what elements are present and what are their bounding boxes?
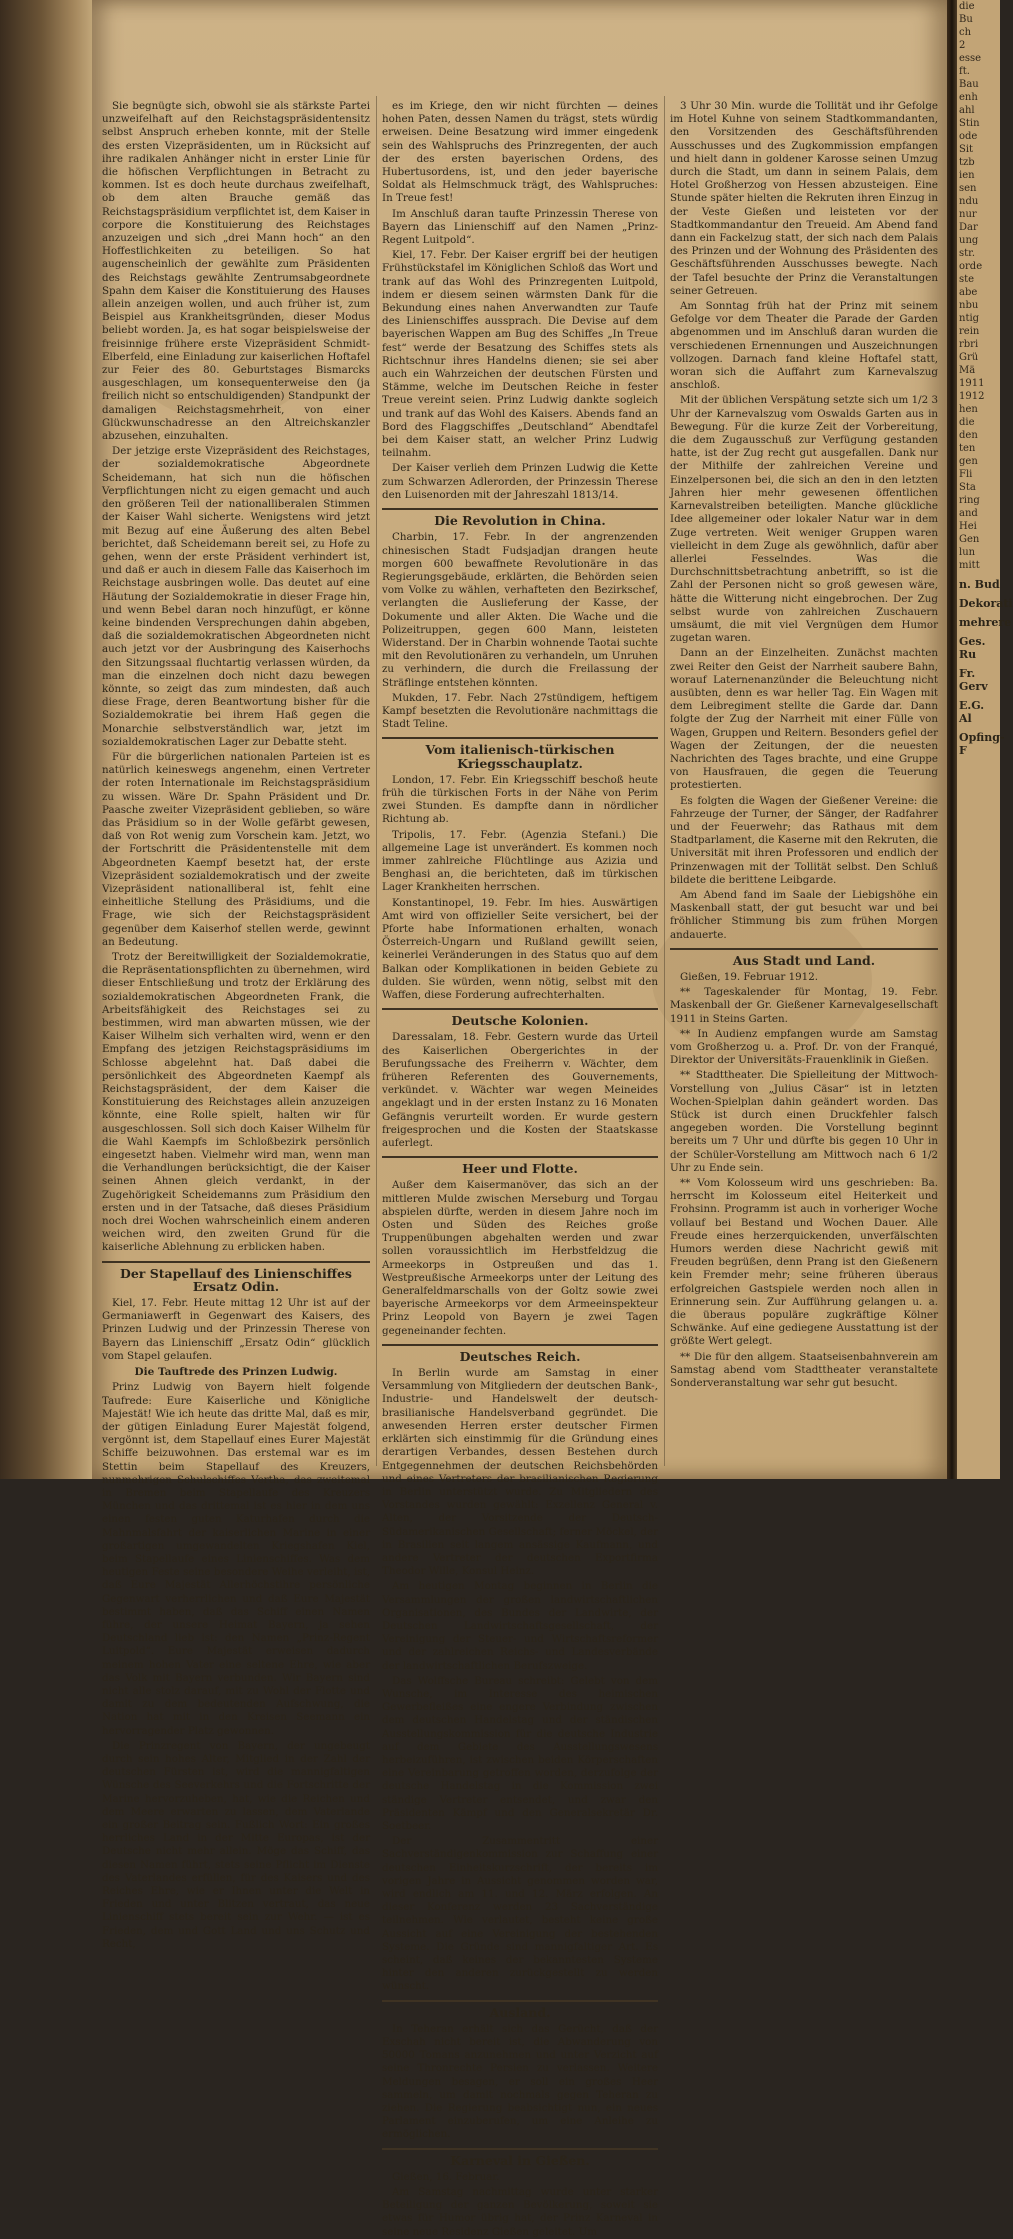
facing-page-ad-fragment: Ges. Ru: [959, 635, 986, 661]
article-paragraph: Der Zusammentritt einer Sachverständigenkommission zur Schaffung einer deutschen Einheitskurzschrift, der bereits im vorigen Jahre in Aussicht genommen worden war, wird endlich am 11. und 12. März erfolgen. An dieser Konferenz werden 23 Sachverständige teilnehmen. Wie verlautet, besteht keine große Aussicht auf eine Vereinigung der bestehenden Systeme. Die Gründe sind mannigfaltiger Art. Es scheint, daß keines der bekanntesten Systeme hinter den anderen zurückgestellt zu werden wünscht.: [382, 1835, 658, 1993]
facing-page-fragment: nur: [959, 209, 977, 220]
facing-page-fragment: Bau: [959, 79, 979, 90]
article-paragraph: Kiel, 17. Febr. Heute mittag 12 Uhr ist auf der Germaniawerft in Gegenwart des Kaisers, des Prinzen Ludwig und der Prinzessin Therese von Bayern das Linienschiff „Ersatz Odin“ glücklich vom Stapel gelaufen.: [102, 1297, 370, 1362]
article-paragraph: Außer dem Kaisermanöver, das sich an der mittleren Mulde zwischen Merseburg und Torgau abspielen dürfte, werden in diesem Jahre noch im Osten und Süden des Reiches große Truppenübungen abgehalten werden und zwar sollen voraussichtlich im Herbstfeldzug die Armeekorps in Ostpreußen und das 1. Westpreußische Armeekorps unter der Leitung des Generalfeldmarschalls von der Goltz sowie zwei bayerische Armeekorps vor dem Armeeinspekteur Prinz Leopold von Bayern je zwei Tagen gegeneinander fechten.: [382, 1179, 658, 1337]
facing-page-fragment: 2: [959, 40, 966, 51]
article-paragraph: Daressalam, 18. Febr. Gestern wurde das Urteil des Kaiserlichen Obergerichtes in der Berufungssache des Freiherrn v. Wächter, dem früheren Referenten des Gouvernements, verkündet. v. Wächter war wegen Meineides angeklagt und in der ersten Instanz zu 16 Monaten Gefängnis verurteilt worden. Er wurde gestern freigesprochen und die Kosten der Staatskasse auferlegt.: [382, 1031, 658, 1150]
article-paragraph: Am Samstag nachmittag wurde unter starker Beteiligung der ganzen Bevölkerung, soweit sie etwas für Humor übrig hat, der Prinz Karneval in seine neue Residenz Gießen geleitet. Um: [382, 2186, 658, 2238]
facing-page-fragment: sen: [959, 183, 977, 194]
facing-page-fragment: Dar: [959, 222, 978, 233]
facing-page-fragment: ntig: [959, 313, 980, 324]
article-paragraph: Mit der üblichen Verspätung setzte sich um 1/2 3 Uhr der Karnevalszug vom Oswalds Garten aus in Bewegung. Für die kurze Zeit der Vorbereitung, die dem Zugausschuß zur Verfügung gestanden hatte, ist der Zug recht gut ausgefallen. Dank nur der Mithilfe der zahlreichen Vereine und Einzelpersonen bei, die sich an den in den letzten Jahren hier mehr gewesenen öffentlichen Karnevalstreiben beteiligten. Manche glückliche Idee allgemeiner oder lokaler Natur war in dem Zuge vertreten. Weit weniger Gruppen waren vielleicht in dem Zuge als gewöhnlich, dafür aber allerlei Fesselndes. Was die Durchschnittsbetrachtung anbetrifft, so ist die Zahl der Personen nicht so groß gewesen wäre, hätte die Witterung nicht eingebrochen. Der Zug selbst wurde von zahlreichen Zuschauern umsäumt, die mit viel Vergnügen dem Humor zugetan waren.: [670, 394, 938, 645]
article-paragraph: In Teheran erhält sich das Gerücht, daß der Exschah nicht bereit ist, die Abwanderung von 50000 Tomans anzunehmen und unter Verzicht auf seine Thronrechte Persien zu verlassen. Weitere Meldungen besagen, er soll ein großes Heer sammeln, um damit nochmals gegen Teheran zu ziehen. Die Regierung beabsichtigt nun, ein neues Parlament einzuberufen, um eine Anleihe zu ermöglichen.: [382, 2022, 658, 2141]
book-gutter: [947, 0, 957, 1479]
column-1: [102, 100, 370, 1950]
facing-page-fragment: hen: [959, 404, 978, 415]
article-paragraph: Im Anschluß daran taufte Prinzessin Therese von Bayern das Linienschiff auf den Namen „Prinz-Regent Luitpold“.: [382, 207, 658, 247]
facing-page-fragment: mitt: [959, 560, 980, 571]
article-paragraph: ** In Audienz empfangen wurde am Samstag vom Großherzog u. a. Prof. Dr. von der Franqué, Direktor der Universitäts-Frauenklinik in Gießen.: [670, 1027, 938, 1067]
article-paragraph: Das Wolffsche Bureau schreibt: Gelebt von dem Wunsche, im Interesse des heimischen Gewerbefleißes eine engere Verbindung zwischen dem deutschen Handelstag und der ständischen Ausstellungskommission für die deutsche Industrie auf dem Gebiete des Ausstellungswesens herbeizuführen, ist zwischen beiden Körperschaften eine Vereinbarung getroffen worden, derzufolge der deutsche Handelstag in die Kommission zwei ständige Vertreter entsendet, und zwar den Präsidenten Kämpf und den Generalsekretär Dr. Soetbeer.: [382, 1674, 658, 1832]
article-paragraph: Tripolis, 17. Febr. (Agenzia Stefani.) Die allgemeine Lage ist unverändert. Es kommen noch immer zahlreiche Flüchtlinge aus Azizia und Benghasi an, die berichteten, daß im türkischen Lager Krankheiten herrschen.: [382, 828, 658, 894]
section-heading: Vom italienisch-türkischen Kriegsschauplatz.: [382, 737, 658, 769]
facing-page-fragment: Gen: [959, 534, 980, 545]
facing-page-ad-fragment: n. Bud: [959, 578, 1000, 591]
facing-page-fragment: lun: [959, 547, 976, 558]
facing-page-fragment: den: [959, 430, 978, 441]
facing-page-fragment: Stin: [959, 118, 980, 129]
article-paragraph: Für die bürgerlichen nationalen Parteien ist es natürlich keineswegs angenehm, einen Vertreter der roten Internationale im Reichstagspräsidium zu wissen. Wäre Dr. Spahn Präsident und Dr. Paasche zweiter Vizepräsident geblieben, so wäre das Präsidium so in der Wolle gefärbt gewesen, daß von Rot wenig zum Vorschein kam. Jetzt, wo der Fortschritt die Präsidentenstelle mit dem Abgeordneten Kaempf besetzt hat, der erste Vizepräsident sozialdemokratisch und der zweite Vizepräsident nationalliberal ist, fehlt eine einheitliche Stellung des Präsidiums, und die Frage, wie sich der Reichstagspräsident gegenüber dem Kaiserhof stellen werde, gewinnt an Bedeutung.: [102, 750, 370, 948]
facing-page-fragment: die: [959, 1, 975, 12]
column-2: [382, 100, 658, 2238]
facing-page-ad-fragment: E.G. Al: [959, 699, 985, 725]
article-paragraph: ** Die für den allgem. Staatseisenbahnverein am Samstag abend vom Stadttheater veranstaltete Sonderveranstaltung war sehr gut besucht.: [670, 1350, 938, 1390]
article-paragraph: Es folgten die Wagen der Gießener Vereine: die Fahrzeuge der Turner, der Sänger, der Radfahrer und der Feuerwehr; das Rathaus mit dem Stadtparlament, die Kaserne mit den Rekruten, die Universität mit ihren Professoren und endlich der Prinzenwagen mit der Tollität selbst. Den Schluß bildete die berittene Leibgarde.: [670, 794, 938, 886]
facing-page-fragment: ring: [959, 495, 980, 506]
article-paragraph: ** Stadttheater. Die Spielleitung der Mittwoch-Vorstellung von „Julius Cäsar“ ist in letzten Wochen-Spielplan dahin geändert worden. Das Stück ist durch einen Druckfehler falsch angegeben worden. Die Vorstellung beginnt bereits um 7 Uhr und dürfte bis gegen 10 Uhr in der Schüler-Vorstellung am Mittwoch nach 6 1/2 Uhr zu Ende sein.: [670, 1069, 938, 1174]
article-paragraph: Kiel, 17. Febr. Der Kaiser ergriff bei der heutigen Frühstückstafel im Königlichen Schloß das Wort und trank auf das Wohl des Prinzregenten Luitpold, indem er diesem seinen wärmsten Dank für die Bekundung eines nahen Anverwandten zur Taufe des Linienschiffes aussprach. Die Devise auf dem bayerischen Wappen am Bug des Schiffes „In Treue fest“ werde der Besatzung des Schiffes stets als Richtschnur ihres Handelns dienen; sie sei aber auch ein Wahrzeichen der deutschen Fürsten und Stämme, welche im Deutschen Reiche in fester Treue vereint seien. Prinz Ludwig dankte sogleich und trank auf das Wohl des Kaisers. Abends fand an Bord des Flaggschiffes „Deutschland“ Abendtafel bei dem Kaiser statt, an welcher Prinz Ludwig teilnahm.: [382, 249, 658, 460]
facing-page-fragment: 1912: [959, 391, 985, 402]
facing-page-fragment: rein: [959, 326, 980, 337]
article-paragraph: ** Vom Kolosseum wird uns geschrieben: Ba. herrscht im Kolosseum eitel Heiterkeit und Frohsinn. Programm ist auch in vorheriger Woche vollauf bei Bestand und Wochen Dauer. Alle Freude eines herzerquickenden, unverfälschten Humors werden diese Nachricht gewiß mit Freuden begrüßen, denn Prang ist den Gießenern kein Fremder mehr; seine früheren überaus erfolgreichen Gastspiele werden noch allen in Erinnerung sein. Zur Aufführung gelangen u. a. die überaus populäre zugkräftige Kölner Schwänke. Auf eine gediegene Ausstattung ist der größte Wert gelegt.: [670, 1177, 938, 1348]
facing-page-fragment: enh: [959, 92, 978, 103]
facing-page-fragment: die: [959, 417, 975, 428]
facing-page-fragment: orde: [959, 261, 983, 272]
book-binding-left: [0, 0, 92, 1479]
article-paragraph: Sie begnügte sich, obwohl sie als stärkste Partei unzweifelhaft auf den Reichstagspräsidentensitz selbst Anspruch erheben konnte, mit der Stelle des ersten Vizepräsidenten, um in Rücksicht auf ihre radikalen Anhänger nicht in erster Linie für die höfischen Verpflichtungen in Betracht zu kommen. Ist es doch heute durchaus zweifelhaft, ob dem alten Brauche gemäß das Reichstagspräsidium verpflichtet ist, dem Kaiser in corpore die Konstituierung des Reichstages anzuzeigen und sich „drei Mann hoch“ an den Hoffestlichkeiten zu beteiligen. So hat augenscheinlich der gewählte zum Präsidenten des Reichstags gewählte Zentrumsabgeordnete Spahn dem Kaiser die Konstituierung des Hauses allein anzeigen wollen, und auch früher ist, zum Beispiel aus Krankheitsgründen, dieser Modus beliebt worden. Ja, es hat sogar beispielsweise der freisinnige frühere erste Vizepräsident Schmidt-Elberfeld, eine Einladung zur kaiserlichen Hoftafel zur Feier des 80. Geburtstages Bismarcks ausgeschlagen, um konsequenterweise den (ja freilich nicht so entschuldigenden) Standpunkt der damaligen Reichstagsmehrheit, von einer Glückwunschadresse an den Altreichskanzler abzusehen, einzuhalten.: [102, 100, 370, 443]
facing-page-fragment: nbu: [959, 300, 979, 311]
article-paragraph: Trotz der Bereitwilligkeit der Sozialdemokratie, die Repräsentationspflichten zu übernehmen, wird dieser Entschließung und trotz der Erklärung des sozialdemokratischen Abgeordneten Frank, die Arbeitsfähigkeit des Reichstages sei zu bestimmen, wird man abwarten müssen, wie der Kaiser Wilhelm sich verhalten wird, wenn er den Empfang des jetzigen Reichstagspräsidiums im Schlosse abgelehnt hat. Daß dabei die persönlichkeit des Abgeordneten Kaempf als Reichstagspräsident, der dem Kaiser die Konstituierung des Reichstages allein anzuzeigen könnte, eine Rolle spielt, halten wir für ausgeschlossen. Soll sich doch Kaiser Wilhelm für die Wahl Kaempfs im Schloßbezirk persönlich eingesetzt haben. Vielmehr wird man, wenn man die Verhandlungen berücksichtigt, die der Kaiser seinen Ahnen gleich verdankt, in der Zugehörigkeit Scheidemanns zum Präsidium den ersten und in der Tatsache, daß dieses Präsidium noch drei Wochen wahrscheinlich einem anderen weichen wird, den zweiten Grund für die kaiserliche Ablehnung zu erblicken haben.: [102, 951, 370, 1254]
article-paragraph: In Berlin wurde am Samstag in einer Versammlung von Mitgliedern der deutschen Bank-, Industrie- und Handelswelt der deutsch-brasilianische Handelsverband gegründet. Die anwesenden Herren erster deutscher Firmen erklärten sich einstimmig für die Gründung eines derartigen Verbandes, dessen Bestehen durch Entgegennehmen der deutschen Reichsbehörden und eines Vertreters der brasilianischen Regierung in Berlin unterstützt wurde. Zu Mitgliedern des Vorstandes wurden gewählt: Exzellenz General v. Alten, der Vorsitzende der Deutsch-Südamerikanischen Gesellschaft; ferner Möckel, der in Brasilien seit langem ansässige Kaufmann, und andere Vertreter der deutschen Exportfirma Theodor Wille, Konsul Heinz.: [382, 1367, 658, 1578]
facing-page-fragment: Sta: [959, 482, 976, 493]
facing-page-fragment: ft.: [959, 66, 970, 77]
facing-page-fragment: Grü: [959, 352, 979, 363]
facing-page-fragment: Fli: [959, 469, 973, 480]
facing-page-fragment: rbri: [959, 339, 979, 350]
article-paragraph: Mukden, 17. Febr. Nach 27stündigem, heftigem Kampf besetzten die Revolutionäre nachmittags die Stadt Teline.: [382, 691, 658, 731]
facing-page-fragment: gen: [959, 456, 978, 467]
section-heading: Deutsches Reich.: [382, 1344, 658, 1363]
facing-page-fragment: Mä: [959, 365, 976, 376]
newspaper-page: [92, 0, 947, 2238]
article-paragraph: Der Kaiser verlieh dem Prinzen Ludwig die Kette zum Schwarzen Adlerorden, der Prinzessin Therese den Luisenorden mit der Jahreszahl 1813/14.: [382, 462, 658, 501]
facing-page-fragment: Hei: [959, 521, 977, 532]
article-paragraph: Konstantinopel, 19. Febr. Im hies. Auswärtigen Amt wird von offizieller Seite versichert, bei der Pforte habe Informationen erhalten, wonach Österreich-Ungarn und Rußland gewillt seien, keinerlei Veränderungen in des Status quo auf dem Balkan oder Komplikationen in beiden Gebiete zu dulden. Sie würden, wenn nötig, selbst mit den Waffen, diese Forderung aufrechterhalten.: [382, 896, 658, 1001]
facing-page-ad-fragment: mehrere: [959, 616, 1012, 629]
article-paragraph: Die Prinzregent von Bayern, der ungebeugt durch sein hohes Alter, Mitglied in der Zahl der deutschen Fürsten ist, wird die mannigfaltigen Wünsche des Seeverkehrs und die Fortschritte der Marine hervorzuheben, hat, wie die Reichen und dem Meere erwarten zu lassen, dem Vaterlande ein großer Beitrag sein. Fußlich Wort: Ein großes herrliches Land in der Mitte Europas, ist der Deutsche nicht mehr allein. Möge das Schiff, das diesen Namen führt, stets seine Pflicht im Dienste des Vaterlandes erfüllen, für des Kaisers und des Reiches Ehre, wie er Ihnen unter die Welt in Frieden und unter Blitzen vertraut, das neue Linienschiff stets bereit sein zur Wehr. — ist es Frieden, dem und Gott Land und uns Schutz und Recht,: [102, 1739, 370, 1950]
facing-page-fragment: Sit: [959, 144, 974, 155]
article-paragraph: Am Abend fand im Saale der Liebigshöhe ein Maskenball statt, der gut besucht war und bei fröhlicher Stimmung bis zum frühen Morgen andauerte.: [670, 888, 938, 941]
section-heading: Karneval in Gießen.: [382, 2148, 658, 2167]
section-heading: Aus Stadt und Land.: [670, 948, 938, 967]
facing-page-fragment: ndu: [959, 196, 979, 207]
article-paragraph: Am heutigen Montag beginnen in Berlin die Versammlungen der großen landwirtschaftlichen Organisationen, des Bundes der Landwirte, der Deutschen Landwirtschaftsgesellschaft, der Vereinigung der Steuer- und Wirtschaftsreformer und der zahlreichen Reichs- und Landesverbände der landwirtschaftlichen Berufszweige.: [382, 1580, 658, 1672]
facing-page-fragment: and: [959, 508, 978, 519]
article-paragraph: 3 Uhr 30 Min. wurde die Tollität und ihr Gefolge im Hotel Kuhne von seinem Stadtkommandanten, den Vorsitzenden des Geschäftsführenden Ausschusses und des Zugkommission empfangen und hielt dann in goldener Karosse seinen Umzug durch die Stadt, um dann in seinem Palais, dem Hotel Großherzog von Hessen abzusteigen. Eine Stunde später hielten die Rekruten ihren Einzug in der Veste Gießen und leisteten vor der Stadtkommandantur den Treueid. Am Abend fand dann ein Fackelzug statt, der sich nach dem Palais des Prinzen und der Wohnung des Präsidenten des Geschäftsführenden Ausschusses bewegte. Nach der Tafel besuchte der Prinz die Veranstaltungen seiner Getreuen.: [670, 100, 938, 297]
section-heading: Der Stapellauf des Linienschiffes Ersatz Odin.: [102, 1261, 370, 1293]
facing-page-fragment: str.: [959, 248, 976, 259]
facing-page-fragment: ode: [959, 131, 978, 142]
article-paragraph: Gießen, 16. Februar.: [392, 2170, 500, 2183]
section-heading: Deutsche Kolonien.: [382, 1008, 658, 1027]
facing-page-fragment: abe: [959, 287, 978, 298]
section-heading: Die Revolution in China.: [382, 508, 658, 527]
section-subheading: Die Tauftrede des Prinzen Ludwig.: [134, 1366, 338, 1379]
facing-page-ad-fragment: Fr. Gerv: [959, 667, 988, 693]
facing-page-fragment: ahl: [959, 105, 975, 116]
section-heading: Ausland.: [382, 2000, 658, 2019]
section-heading: Heer und Flotte.: [382, 1156, 658, 1175]
facing-page-ad-fragment: Dekorati: [959, 597, 1013, 610]
article-paragraph: ** Tageskalender für Montag, 19. Febr. Maskenball der Gr. Gießener Karnevalgesellschaft 1911 in Steins Garten.: [670, 986, 938, 1025]
article-paragraph: Der jetzige erste Vizepräsident des Reichstages, der sozialdemokratische Abgeordnete Scheidemann, hat sich nun die höfischen Verpflichtungen nicht zu eigen gemacht und auch den größeren Teil der nationalliberalen Stimmen der Kaiser Wahl sicherte. Wenigstens wird jetzt mit Bezug auf eine Äußerung des alten Bebel berichtet, daß Scheidemann bereit sei, zu Hofe zu gehen, wenn der erste Präsident verhindert ist, und daß er auch in diesem Falle das Kaiserhoch im Reichstage ausbringen wolle. Das deutet auf eine Häutung der Sozialdemokratie in dieser Frage hin, und wenn Bebel daran noch hinzufügt, er könne keine bindenden Versprechungen dahin abgeben, daß die sozialdemokratischen Abgeordneten nicht auch jetzt vor der Ausbringung des Kaiserhochs den Sitzungssaal fluchtartig verlassen würden, da man die einzelnen doch nicht dazu bewegen könnte, so zeigt das zum mindesten, daß auch diese Frage, deren Beantwortung bisher für die Sozialdemokratie bei ihrem Haß gegen die Monarchie selbstverständlich war, jetzt im sozialdemokratischen Lager zur Debatte steht.: [102, 445, 370, 748]
column-3: [670, 100, 938, 1460]
article-paragraph: Gießen, 19. Februar 1912.: [680, 971, 819, 983]
facing-page-fragment: ten: [959, 443, 976, 454]
article-paragraph: Dann an der Einzelheiten. Zunächst machten zwei Reiter den Geist der Narrheit saubere Bahn, worauf Laternenanzünder die Beleuchtung nicht ausübten, denn es war heller Tag. Ein Wagen mit dem Leibregiment stellte die Garde dar. Dann folgte der Zug der Narrheit mit einer Fülle von Wagen, Gruppen und Reitern. Besonders gefiel der Wagen der Zeitungen, der die neuesten Nachrichten des Tages brachte, und eine Gruppe von Hausfrauen, die gegen die Teuerung protestierten.: [670, 647, 938, 792]
facing-page-fragment: tzb: [959, 157, 975, 168]
article-paragraph: Am Sonntag früh hat der Prinz mit seinem Gefolge vor dem Theater die Parade der Garden abgenommen und im Anschluß daran wurden die verschiedenen Ernennungen und Auszeichnungen vollzogen. Darnach fand kleine Hoftafel statt, woran sich die Auffahrt zum Karnevalszug anschloß.: [670, 300, 938, 392]
facing-page-fragment: esse: [959, 53, 982, 64]
column-rule: [376, 96, 377, 1466]
facing-page-ad-fragment: Opfing-F: [959, 731, 1005, 757]
facing-page-fragment: ste: [959, 274, 975, 285]
column-rule: [664, 96, 665, 1466]
article-paragraph: Prinz Ludwig von Bayern hielt folgende Taufrede: Eure Kaiserliche und Königliche Majestät! Wie ich heute das dritte Mal, daß es mir, der gütigen Einladung Eurer Majestät folgend, vergönnt ist, dem Stapellauf eines Eurer Majestät Schiffe beizuwohnen. Das erstemal war es im Stettin beim Stapellauf des Kreuzers, nunmehrigen Schulschiffes Vertha, das zweitemal in Bremen beim Stapellaufe des Kreuzers München und das drittemal ist es hier in dem uns einen festen guten Katurhafen durch die Mahnmalsfahrt der kaiserlichen Marine in einer großartigen umgewandelten Kriegshafen Kiel, beim Stapellaufe eines Linienschiffes. Was dem heutigen Feste seine besondere Weihe verleiht, ist, daß Eure Majestät Allerhöchstihre persönliche Gegenwart verherrlichen und daß Eure Majestät bestimmt haben, daß das Schiff einen Namen führe, der unsere Heimat Bayern, ja sehen Deutschland lieb ist: den Namen „Prinz-Regent Luitpold“. Eure Majestät erweisen dadurch meinem hohen Vater eine seltene Ehre, wie aber das Volk mit Bayern verbunden. Wir Bayern sind nicht alle stolz darauf, mit zu Wohl der Flotte und damit zu dem bedeutenden Aufschwung, die Nation hat mit in den Kreisen Seemann ein hervorragender Platz gewonnen.: [102, 1381, 370, 1737]
facing-page-fragment: Bu: [959, 14, 973, 25]
facing-page-fragment: 1911: [959, 378, 985, 389]
facing-page-fragment: ung: [959, 235, 979, 246]
facing-page-fragment: ien: [959, 170, 975, 181]
article-paragraph: es im Kriege, den wir nicht fürchten — deines hohen Paten, dessen Namen du trägst, stets würdig erweisen. Deine Besatzung wird immer eingedenk sein des Wahlspruchs des Prinzregenten, der auch der des ersten bayerischen Ordens, des Hubertusordens, ist, und den jeder bayerische Soldat als Helmschmuck trägt, des Wahlspruches: In Treue fest!: [382, 100, 658, 205]
article-paragraph: London, 17. Febr. Ein Kriegsschiff beschoß heute früh die türkischen Forts in der Nähe von Perim zwei Stunden. Es dampfte dann in nördlicher Richtung ab.: [382, 773, 658, 826]
facing-page-strip: [957, 0, 1013, 1479]
facing-page-fragment: ch: [959, 27, 972, 38]
article-paragraph: Charbin, 17. Febr. In der angrenzenden chinesischen Stadt Fudsjadjan drangen heute morgen 600 bewaffnete Revolutionäre in das Regierungsgebäude, erklärten, die Behörden seien vom Volke zu wählen, verhafteten den Bezirkschef, verlangten die Auslieferung der Kasse, der Dokumente und aller Akten. Die Wache und die Polizeitruppen, gegen 600 Mann, leisteten Widerstand. Der in Charbin wohnende Taotai suchte mit den Revolutionären zu verhandeln, um Unruhen zu verhindern, die durch die Freilassung der Sträflinge entstehen könnten.: [382, 531, 658, 689]
